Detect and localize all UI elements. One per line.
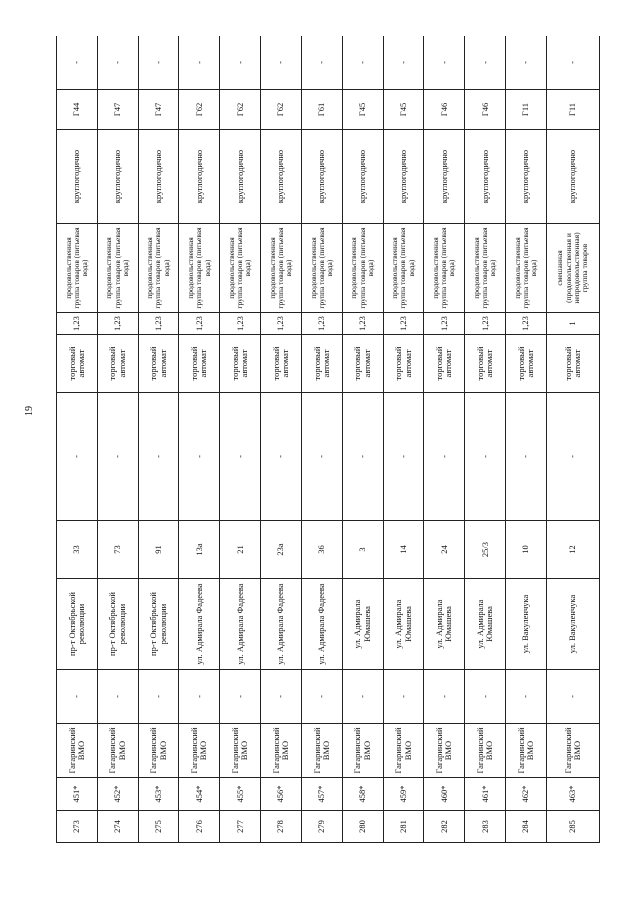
cell-area: - <box>424 670 465 724</box>
cell-period: круглогодично <box>261 130 302 224</box>
cell-extra: - <box>220 36 261 90</box>
cell-area: - <box>220 670 261 724</box>
cell-scheme: Г61 <box>301 90 342 130</box>
cell-street: ул. Адмирала Фадеева <box>301 579 342 670</box>
cell-size: 1,23 <box>383 313 424 335</box>
cell-street: ул. Адмирала Фадеева <box>220 579 261 670</box>
table-row <box>465 36 506 843</box>
cell-scheme: Г47 <box>138 90 179 130</box>
cell-code: 456* <box>261 778 302 811</box>
cell-house: 14 <box>383 521 424 579</box>
cell-code: 461* <box>465 778 506 811</box>
cell-num: 285 <box>546 811 599 843</box>
table-row <box>138 36 179 843</box>
cell-street: ул. Адмирала Фадеева <box>261 579 302 670</box>
cell-street: пр-т Октябрьской революции <box>138 579 179 670</box>
cell-num: 280 <box>342 811 383 843</box>
cell-building: - <box>57 393 98 521</box>
cell-spec: продовольственная группа товаров (питьевая вода) <box>261 224 302 313</box>
cell-spec: продовольственная группа товаров (питьевая вода) <box>179 224 220 313</box>
cell-scheme: Г62 <box>179 90 220 130</box>
cell-extra: - <box>179 36 220 90</box>
cell-district: Гагаринский ВМО <box>301 724 342 778</box>
cell-building: - <box>301 393 342 521</box>
cell-num: 283 <box>465 811 506 843</box>
cell-building: - <box>97 393 138 521</box>
cell-period: круглогодично <box>57 130 98 224</box>
cell-building: - <box>138 393 179 521</box>
table-container <box>56 36 600 843</box>
cell-house: 12 <box>546 521 599 579</box>
cell-scheme: Г47 <box>97 90 138 130</box>
cell-num: 284 <box>506 811 547 843</box>
cell-street: ул. Вакуленчука <box>506 579 547 670</box>
cell-house: 73 <box>97 521 138 579</box>
cell-house: 3 <box>342 521 383 579</box>
cell-scheme: Г46 <box>465 90 506 130</box>
cell-district: Гагаринский ВМО <box>506 724 547 778</box>
cell-house: 36 <box>301 521 342 579</box>
cell-size: 1,23 <box>342 313 383 335</box>
cell-district: Гагаринский ВМО <box>97 724 138 778</box>
cell-spec: продовольственная группа товаров (питьевая вода) <box>57 224 98 313</box>
cell-period: круглогодично <box>179 130 220 224</box>
cell-type: торговый автомат <box>261 335 302 393</box>
cell-extra: - <box>342 36 383 90</box>
cell-period: круглогодично <box>424 130 465 224</box>
cell-spec: продовольственная группа товаров (питьевая вода) <box>220 224 261 313</box>
cell-period: круглогодично <box>97 130 138 224</box>
cell-period: круглогодично <box>383 130 424 224</box>
cell-size: 1,23 <box>97 313 138 335</box>
cell-district: Гагаринский ВМО <box>383 724 424 778</box>
cell-house: 21 <box>220 521 261 579</box>
cell-code: 458* <box>342 778 383 811</box>
cell-area: - <box>179 670 220 724</box>
table-body <box>57 36 600 843</box>
cell-code: 457* <box>301 778 342 811</box>
cell-extra: - <box>138 36 179 90</box>
cell-extra: - <box>261 36 302 90</box>
cell-type: торговый автомат <box>506 335 547 393</box>
cell-building: - <box>261 393 302 521</box>
cell-spec: продовольственная группа товаров (питьевая вода) <box>97 224 138 313</box>
cell-scheme: Г11 <box>546 90 599 130</box>
cell-period: круглогодично <box>138 130 179 224</box>
cell-num: 281 <box>383 811 424 843</box>
cell-building: - <box>465 393 506 521</box>
cell-code: 452* <box>97 778 138 811</box>
cell-area: - <box>506 670 547 724</box>
cell-district: Гагаринский ВМО <box>424 724 465 778</box>
cell-house: 24 <box>424 521 465 579</box>
cell-type: торговый автомат <box>342 335 383 393</box>
cell-building: - <box>220 393 261 521</box>
table-row <box>546 36 599 843</box>
cell-street: ул. Адмирала Юмашева <box>465 579 506 670</box>
cell-house: 10 <box>506 521 547 579</box>
cell-district: Гагаринский ВМО <box>465 724 506 778</box>
cell-num: 274 <box>97 811 138 843</box>
cell-code: 460* <box>424 778 465 811</box>
cell-code: 462* <box>506 778 547 811</box>
cell-num: 282 <box>424 811 465 843</box>
cell-street: пр-т Октябрьской революции <box>57 579 98 670</box>
cell-district: Гагаринский ВМО <box>220 724 261 778</box>
cell-num: 273 <box>57 811 98 843</box>
cell-code: 455* <box>220 778 261 811</box>
cell-extra: - <box>97 36 138 90</box>
cell-code: 459* <box>383 778 424 811</box>
cell-extra: - <box>546 36 599 90</box>
cell-district: Гагаринский ВМО <box>138 724 179 778</box>
cell-num: 277 <box>220 811 261 843</box>
table-row <box>179 36 220 843</box>
table-row <box>301 36 342 843</box>
table-row <box>97 36 138 843</box>
cell-house: 13а <box>179 521 220 579</box>
cell-extra: - <box>57 36 98 90</box>
cell-street: ул. Адмирала Юмашева <box>342 579 383 670</box>
cell-district: Гагаринский ВМО <box>342 724 383 778</box>
cell-scheme: Г11 <box>506 90 547 130</box>
cell-street: пр-т Октябрьской революции <box>97 579 138 670</box>
table-row <box>383 36 424 843</box>
cell-building: - <box>506 393 547 521</box>
cell-code: 454* <box>179 778 220 811</box>
cell-street: ул. Вакуленчука <box>546 579 599 670</box>
cell-code: 453* <box>138 778 179 811</box>
cell-extra: - <box>383 36 424 90</box>
cell-spec: смешанная (продовольственная и непродовольственная) группа товаров <box>546 224 599 313</box>
cell-num: 276 <box>179 811 220 843</box>
cell-period: круглогодично <box>506 130 547 224</box>
cell-type: торговый автомат <box>179 335 220 393</box>
cell-district: Гагаринский ВМО <box>179 724 220 778</box>
cell-district: Гагаринский ВМО <box>57 724 98 778</box>
cell-spec: продовольственная группа товаров (питьевая вода) <box>506 224 547 313</box>
cell-extra: - <box>424 36 465 90</box>
table-row <box>261 36 302 843</box>
table-row <box>424 36 465 843</box>
cell-size: 1,23 <box>57 313 98 335</box>
cell-size: 1,23 <box>506 313 547 335</box>
cell-spec: продовольственная группа товаров (питьевая вода) <box>424 224 465 313</box>
cell-area: - <box>301 670 342 724</box>
cell-type: торговый автомат <box>220 335 261 393</box>
cell-type: торговый автомат <box>97 335 138 393</box>
cell-scheme: Г62 <box>261 90 302 130</box>
cell-scheme: Г62 <box>220 90 261 130</box>
table-row <box>506 36 547 843</box>
cell-area: - <box>383 670 424 724</box>
cell-type: торговый автомат <box>301 335 342 393</box>
table-row <box>220 36 261 843</box>
cell-num: 278 <box>261 811 302 843</box>
cell-house: 91 <box>138 521 179 579</box>
cell-area: - <box>342 670 383 724</box>
cell-area: - <box>465 670 506 724</box>
cell-house: 25/3 <box>465 521 506 579</box>
cell-area: - <box>138 670 179 724</box>
placement-table <box>56 36 600 843</box>
cell-type: торговый автомат <box>465 335 506 393</box>
cell-building: - <box>179 393 220 521</box>
cell-spec: продовольственная группа товаров (питьевая вода) <box>342 224 383 313</box>
cell-period: круглогодично <box>546 130 599 224</box>
cell-size: 1 <box>546 313 599 335</box>
cell-scheme: Г44 <box>57 90 98 130</box>
cell-num: 275 <box>138 811 179 843</box>
cell-extra: - <box>506 36 547 90</box>
cell-scheme: Г45 <box>383 90 424 130</box>
cell-code: 451* <box>57 778 98 811</box>
cell-area: - <box>97 670 138 724</box>
cell-area: - <box>261 670 302 724</box>
table-row <box>342 36 383 843</box>
rotated-table-frame <box>56 36 600 843</box>
cell-size: 1,23 <box>138 313 179 335</box>
cell-size: 1,23 <box>301 313 342 335</box>
cell-type: торговый автомат <box>57 335 98 393</box>
cell-building: - <box>383 393 424 521</box>
cell-district: Гагаринский ВМО <box>261 724 302 778</box>
cell-spec: продовольственная группа товаров (питьевая вода) <box>301 224 342 313</box>
cell-extra: - <box>465 36 506 90</box>
cell-size: 1,23 <box>465 313 506 335</box>
cell-area: - <box>546 670 599 724</box>
cell-building: - <box>342 393 383 521</box>
table-row <box>57 36 98 843</box>
cell-spec: продовольственная группа товаров (питьевая вода) <box>138 224 179 313</box>
cell-type: торговый автомат <box>383 335 424 393</box>
cell-code: 463* <box>546 778 599 811</box>
cell-spec: продовольственная группа товаров (питьевая вода) <box>383 224 424 313</box>
cell-type: торговый автомат <box>138 335 179 393</box>
cell-size: 1,23 <box>424 313 465 335</box>
cell-house: 33 <box>57 521 98 579</box>
cell-district: Гагаринский ВМО <box>546 724 599 778</box>
cell-type: торговый автомат <box>546 335 599 393</box>
cell-street: ул. Адмирала Фадеева <box>179 579 220 670</box>
cell-period: круглогодично <box>220 130 261 224</box>
cell-building: - <box>546 393 599 521</box>
cell-period: круглогодично <box>465 130 506 224</box>
cell-area: - <box>57 670 98 724</box>
page-number: 19 <box>24 406 35 416</box>
cell-size: 1,23 <box>220 313 261 335</box>
cell-spec: продовольственная группа товаров (питьевая вода) <box>465 224 506 313</box>
cell-period: круглогодично <box>301 130 342 224</box>
cell-extra: - <box>301 36 342 90</box>
cell-period: круглогодично <box>342 130 383 224</box>
cell-size: 1,23 <box>179 313 220 335</box>
cell-size: 1,23 <box>261 313 302 335</box>
cell-type: торговый автомат <box>424 335 465 393</box>
cell-street: ул. Адмирала Юмашева <box>383 579 424 670</box>
cell-scheme: Г46 <box>424 90 465 130</box>
cell-scheme: Г45 <box>342 90 383 130</box>
cell-num: 279 <box>301 811 342 843</box>
cell-house: 23а <box>261 521 302 579</box>
cell-building: - <box>424 393 465 521</box>
cell-street: ул. Адмирала Юмашева <box>424 579 465 670</box>
